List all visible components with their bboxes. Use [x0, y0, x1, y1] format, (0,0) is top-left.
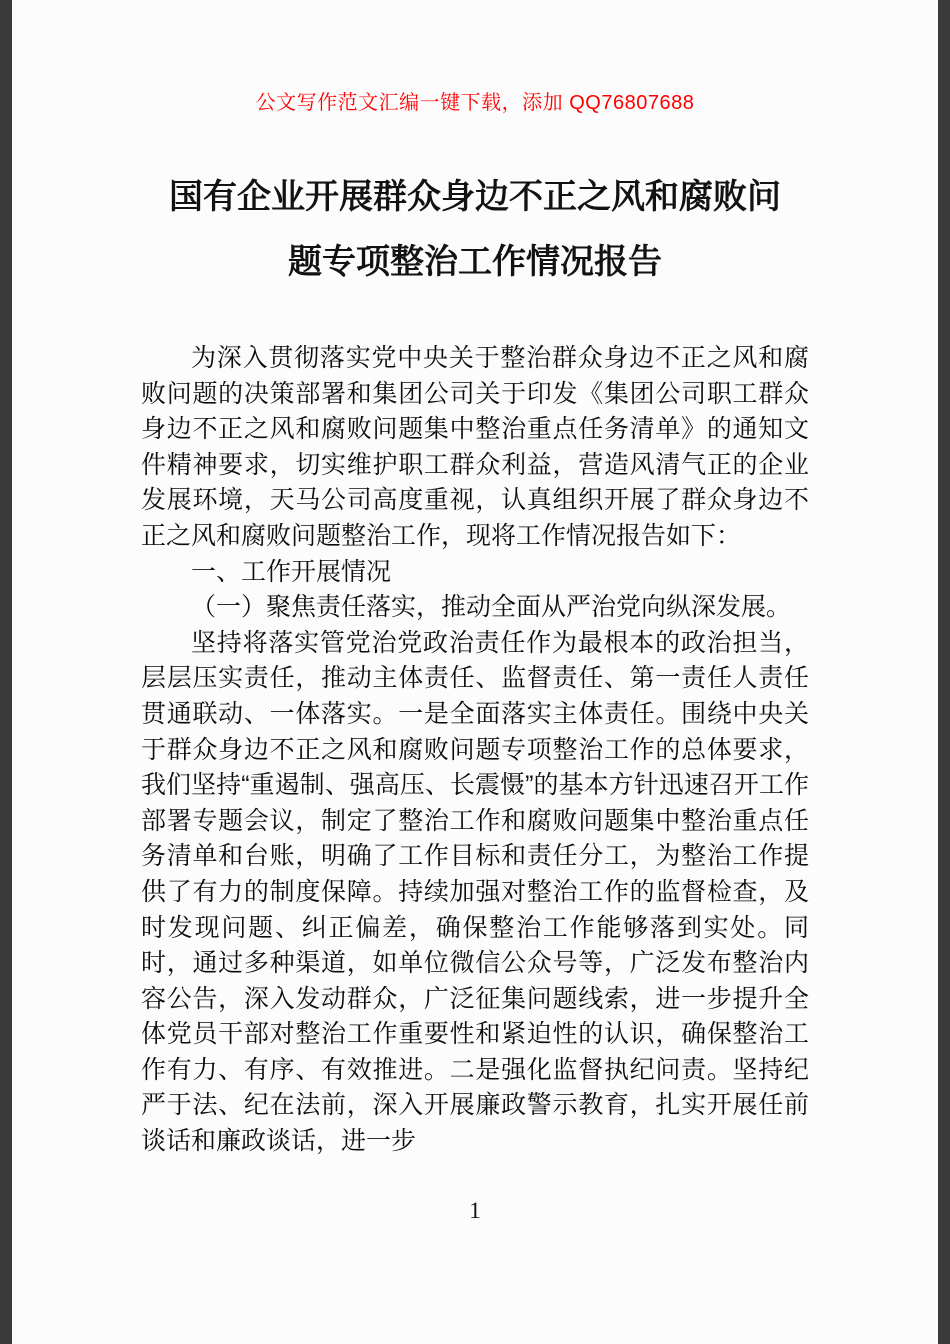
document-title-line-1: 国有企业开展群众身边不正之风和腐败问 [169, 178, 781, 216]
section-heading: 一、工作开展情况 [191, 557, 392, 586]
document-title [12, 165, 938, 295]
paragraph-intro: 为深入贯彻落实党中央关于整治群众身边不正之风和腐败问题的决策部署和集团公司关于印发《集团公司职工群众身边不正之风和腐败问题集中整治重点任务清单》的通知文件精神要求，切实维护职工群众利益，营造风清气正的企业发展环境，天马公司高度重视，认真组织开展了群众身边不正之风和腐败问题整治工作，现将工作情况报告如下： [141, 344, 809, 550]
header-notice: 公文写作范文汇编一键下载，添加 QQ76807688 [255, 92, 695, 114]
document-title-line-2: 题专项整治工作情况报告 [288, 243, 662, 281]
subsection-heading: （一）聚焦责任落实，推动全面从严治党向纵深发展。 [191, 593, 792, 622]
page-number: 1 [469, 1198, 481, 1223]
document-body [141, 341, 809, 1160]
paragraph-body: 坚持将落实管党治党政治责任作为最根本的政治担当，层层压实责任，推动主体责任、监督责任、第一责任人责任贯通联动、一体落实。一是全面落实主体责任。围绕中央关于群众身边不正之风和腐败问题专项整治工作的总体要求，我们坚持“重遏制、强高压、长震慑”的基本方针迅速召开工作部署专题会议，制定了整治工作和腐败问题集中整治重点任务清单和台账，明确了工作目标和责任分工，为整治工作提供了有力的制度保障。持续加强对整治工作的监督检查，及时发现问题、纠正偏差，确保整治工作能够落到实处。同时，通过多种渠道，如单位微信公众号等，广泛发布整治内容公告，深入发动群众，广泛征集问题线索，进一步提升全体党员干部对整治工作重要性和紧迫性的认识，确保整治工作有力、有序、有效推进。二是强化监督执纪问责。坚持纪严于法、纪在法前，深入开展廉政警示教育，扎实开展任前谈话和廉政谈话，进一步 [141, 628, 809, 1156]
document-page [12, 0, 938, 1344]
